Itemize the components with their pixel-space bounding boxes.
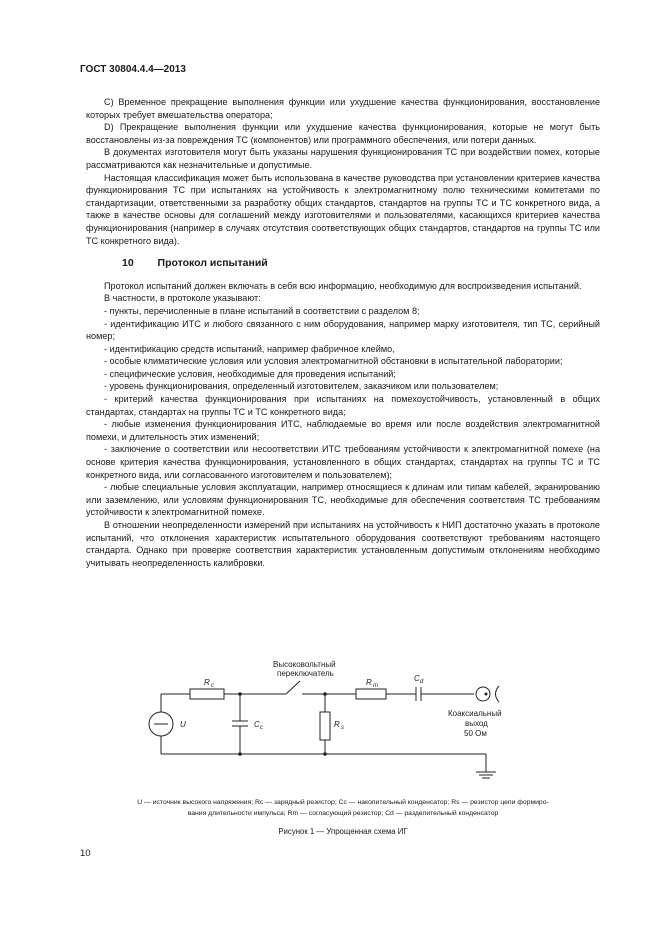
charging-resistor (190, 689, 224, 699)
rs-label: R (334, 720, 340, 729)
list-item: - уровень функционирования, определенный изготовителем, заказчиком или пользователем; (104, 381, 499, 392)
legend-line: U — источник высокого напряжения; Rc — зарядный резистор; Cc — накопительный конденсатор; Rs — резистор цепи формиро- (137, 799, 549, 806)
paragraph: В отношении неопределенности измерений при испытаниях на устойчивость к НИП достаточно указать в протоколе испытаний, что отклонения характеристик испытательного оборудования соответствуют требованиям настоящего стандарта. Однако при проверке соответствия характеристик установленным допустимым отклонениям необходимо учитывать неопределенность калибровки. (86, 520, 600, 568)
paragraphs-block-b (86, 280, 600, 570)
switch-label: Высоковольтный (273, 660, 336, 669)
list-item: - идентификацию ИТС и любого связанного с ним оборудования, например марку изготовителя, тип ТС, серийный номер; (86, 318, 600, 342)
body-text (86, 96, 600, 569)
rs-sub: s (341, 725, 344, 731)
list-item: - специфические условия, необходимые для проведения испытаний; (104, 368, 396, 379)
section-heading (86, 257, 600, 270)
rc-label: R (204, 678, 210, 687)
shaping-resistor (320, 712, 330, 740)
paragraph: В частности, в протоколе указывают: (104, 293, 261, 304)
list-item: - заключение о соответствии или несоответствии ИТС требованиям устойчивости к электромагнитной помехе (на основе критерия качества функционирования, установленного в общих стандартах, стандартах на группы ТС и ТС конкретного вида, или согласованного изготовителем и пользователем); (86, 444, 600, 480)
figure-caption: Рисунок 1 — Упрощенная схема ИГ (278, 827, 408, 836)
paragraph: C) Временное прекращение выполнения функции или ухудшение качества функционирования, восстановление которых требует вмешательства оператора; (86, 97, 600, 120)
section-title: Протокол испытаний (157, 257, 268, 270)
hv-switch (286, 681, 300, 694)
rm-sub: m (373, 683, 378, 689)
list-item: - пункты, перечисленные в плане испытаний в соответствии с разделом 8; (104, 305, 420, 316)
cc-sub: c (260, 725, 263, 731)
switch-label: переключатель (277, 669, 334, 678)
paragraph: Настоящая классификация может быть использована в качестве руководства при установлении критериев качества функционирования ТС при испытаниях на устойчивость к электромагнитному полю техническими комитетами по стандартизации, ответственными за разработку общих стандартов, стандартов на группы ТС и ТС конкретного вида, а также в качестве основы для соглашений между изготовителями и пользователями, касающихся критериев качества функционирования (например в случаях отсутствия соответствующих общих стандартов, стандартов на группы ТС или ТС конкретного вида). (86, 172, 600, 246)
matching-resistor (356, 689, 386, 699)
paragraph: В документах изготовителя могут быть указаны нарушения функционирования ТС при воздействии помех, которые рассматриваются как незначительные и допустимые. (86, 147, 600, 170)
output-label: 50 Ом (464, 729, 487, 738)
list-item: - любые изменения функционирования ИТС, наблюдаемые во время или после воздействия электромагнитной помехи, и длительность этих изменений; (86, 419, 600, 442)
u-label: U (180, 720, 186, 729)
cd-sub: d (420, 679, 424, 685)
document-header: ГОСТ 30804.4.4—2013 (80, 64, 186, 75)
section-number: 10 (122, 257, 134, 270)
paragraph: Протокол испытаний должен включать в себя всю информацию, необходимую для воспроизведения испытаний. (104, 280, 582, 291)
paragraphs-block-a (86, 96, 600, 247)
legend-line: вания длительности импульса; Rm — согласующий резистор; Cd — разделительный конденсатор (187, 810, 499, 817)
generator-schematic (140, 654, 520, 794)
figure-legend (86, 797, 600, 819)
cd-label: C (414, 674, 420, 683)
coax-output-icon (476, 687, 490, 701)
rc-sub: c (211, 683, 214, 689)
paragraph: D) Прекращение выполнения функции или ухудшение качества функционирования, которые не могут быть восстановлены из-за повреждения ТС (компонентов) или программного обеспечения, или потери данных. (86, 122, 600, 145)
list-item: - критерий качества функционирования при испытаниях на помехоустойчивость, установленный в общих стандартах, стандартах на группы ТС и ТС конкретного вида; (86, 394, 600, 417)
list-item: - любые специальные условия эксплуатации, например относящиеся к длинам или типам кабелей, экранированию или заземлению, или условиям функционирования ТС, необходимые для обеспечения соответствия ТС требованиям устойчивости к электромагнитной помехе. (86, 482, 600, 518)
page-number: 10 (80, 848, 91, 859)
cc-label: C (254, 720, 260, 729)
output-label: Коаксиальный (448, 709, 502, 718)
list-item: - идентификацию средств испытаний, например фабричное клеймо, (104, 343, 395, 354)
rm-label: R (366, 678, 372, 687)
list-item: - особые климатические условия или условия электромагнитной обстановки в испытательной лаборатории; (104, 356, 563, 367)
output-label: выход (465, 719, 488, 728)
